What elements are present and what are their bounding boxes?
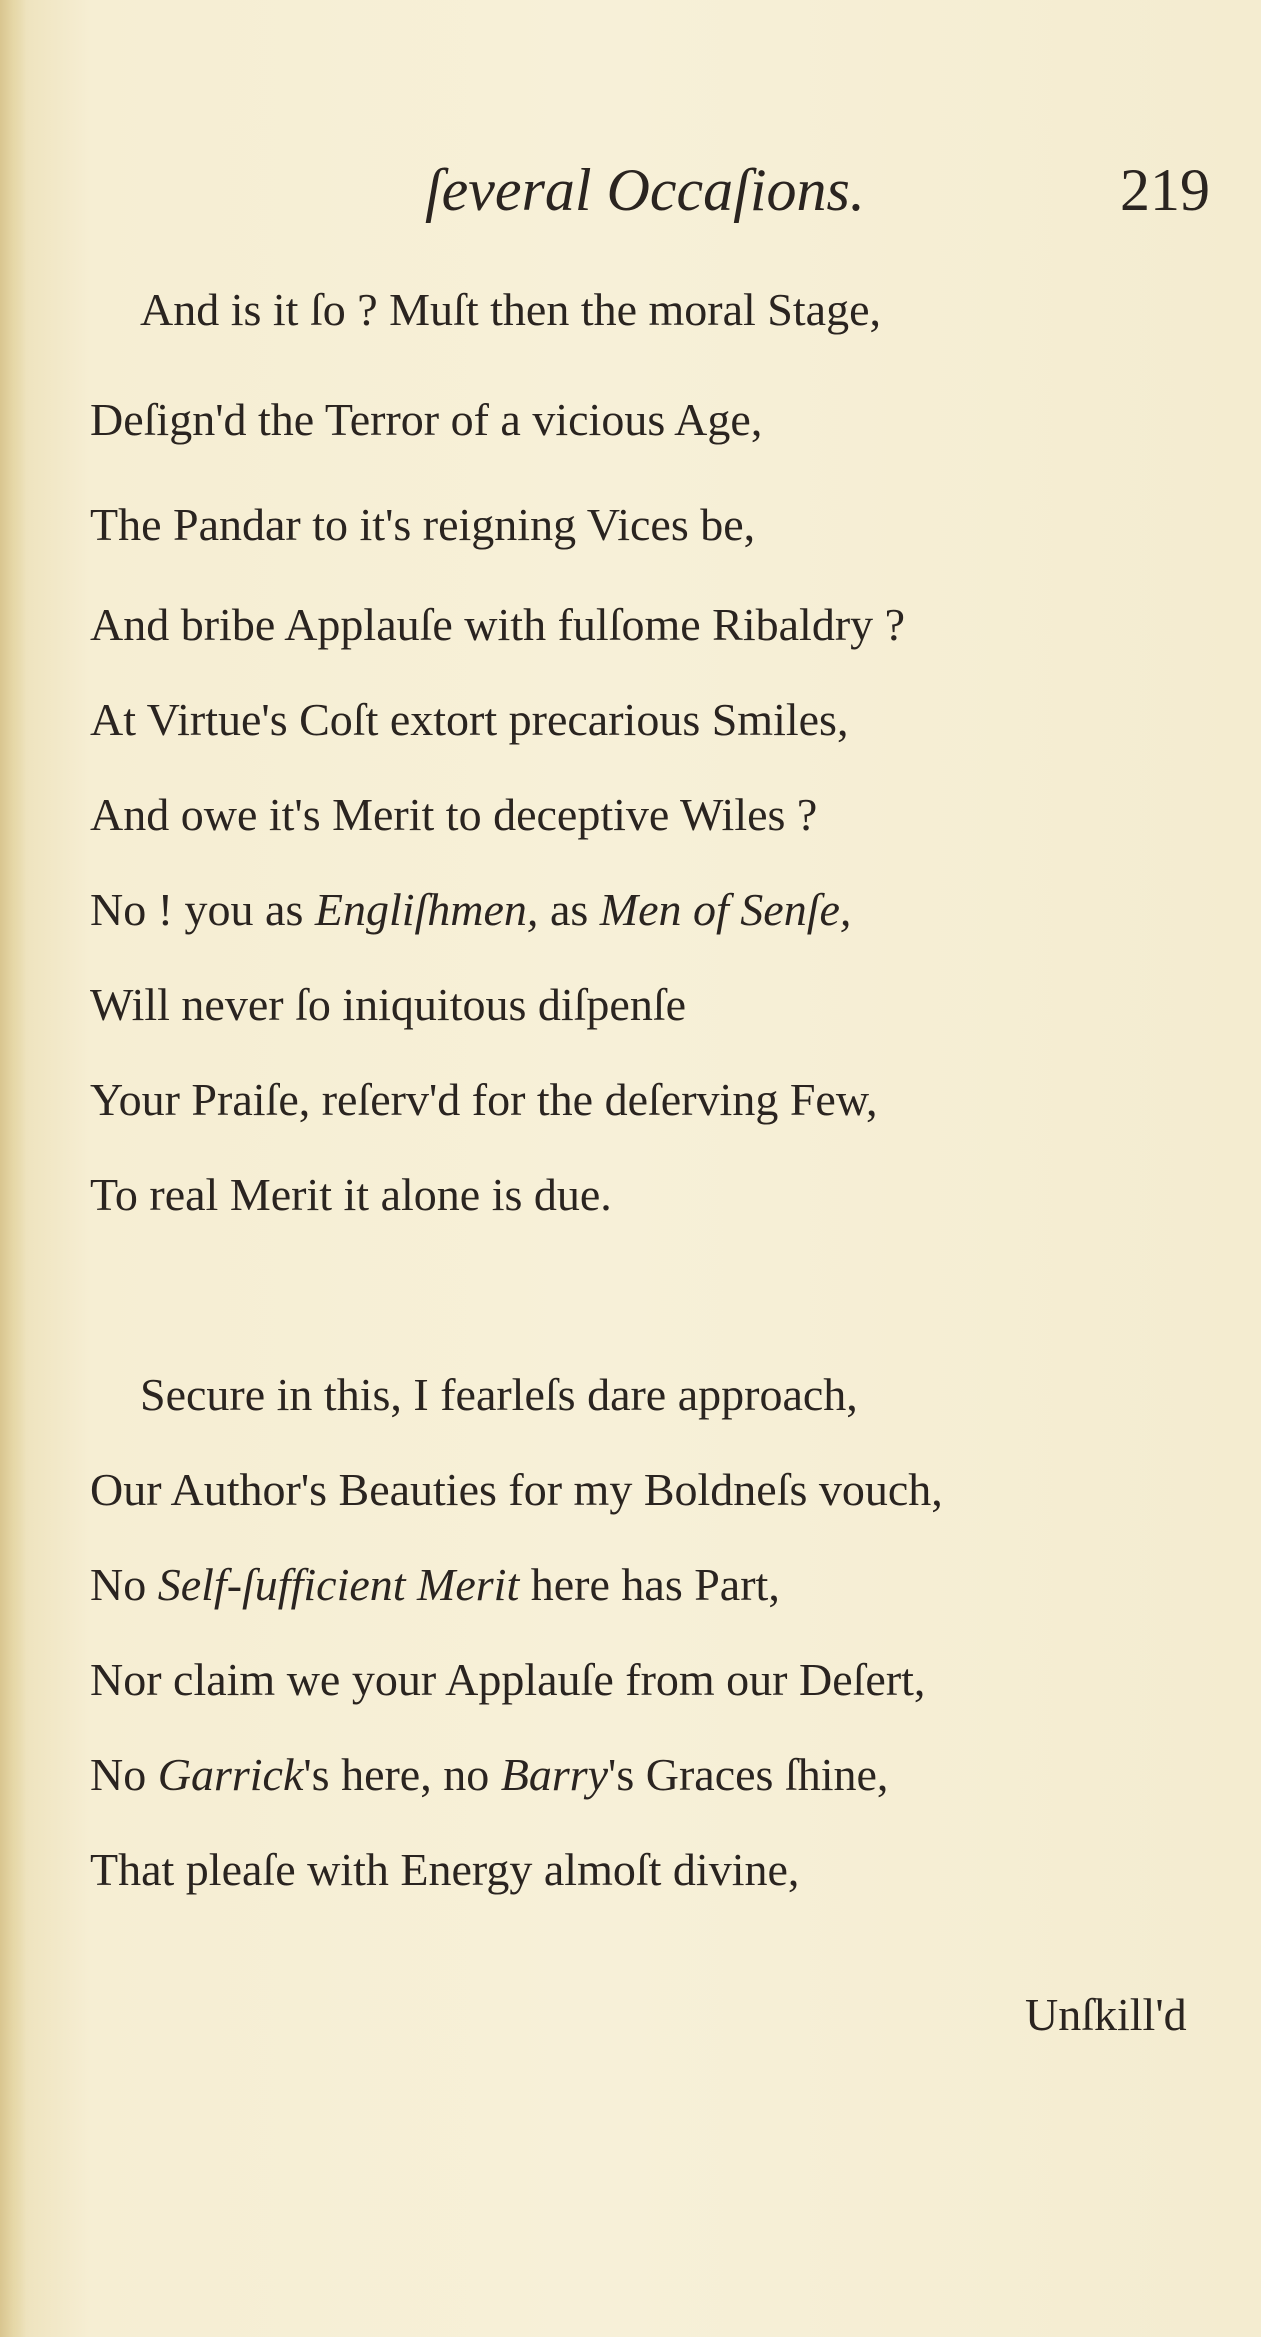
- verse-line: [90, 1745, 888, 1805]
- verse-line: Will never ſo iniquitous diſpenſe: [90, 979, 687, 1030]
- verse-line: [90, 880, 851, 940]
- verse-text: No: [90, 1559, 158, 1610]
- verse-italic: Men of Senſe,: [599, 884, 852, 935]
- running-title: ſeveral Occaſions.: [425, 157, 865, 223]
- verse-text: No: [90, 1749, 158, 1800]
- verse-italic: Engliſhmen,: [314, 884, 539, 935]
- verse-line: And is it ſo ? Muſt then the moral Stage,: [140, 284, 882, 335]
- verse-line: The Pandar to it's reigning Vices be,: [90, 499, 756, 550]
- verse-line: [90, 1555, 780, 1615]
- verse-line: Our Author's Beauties for my Boldneſs vouch,: [90, 1464, 943, 1515]
- verse-line: Secure in this, I fearleſs dare approach,: [140, 1369, 858, 1420]
- verse-line: Nor claim we your Applauſe from our Deſert,: [90, 1654, 926, 1705]
- verse-line: To real Merit it alone is due.: [90, 1169, 612, 1220]
- verse-italic: Garrick: [157, 1749, 304, 1800]
- verse-text: No ! you as: [90, 884, 315, 935]
- verse-italic: Self-ſufficient Merit: [157, 1559, 520, 1610]
- verse-text: 's Graces ſhine,: [608, 1749, 889, 1800]
- verse-line: That pleaſe with Energy almoſt divine,: [90, 1844, 800, 1895]
- verse-line: Your Praiſe, reſerv'd for the deſerving Few,: [90, 1074, 878, 1125]
- verse-text: as: [538, 884, 600, 935]
- verse-line: At Virtue's Coſt extort precarious Smiles,: [90, 694, 849, 745]
- verse-italic: Barry: [500, 1749, 609, 1800]
- verse-text: 's here, no: [303, 1749, 501, 1800]
- verse-line: And bribe Applauſe with fulſome Ribaldry ?: [90, 599, 906, 650]
- verse-text: here has Part,: [519, 1559, 780, 1610]
- verse-line: And owe it's Merit to deceptive Wiles ?: [90, 789, 818, 840]
- page-number: 219: [1120, 157, 1210, 223]
- catchword: Unſkill'd: [1025, 1989, 1187, 2040]
- verse-line: Deſign'd the Terror of a vicious Age,: [90, 394, 763, 445]
